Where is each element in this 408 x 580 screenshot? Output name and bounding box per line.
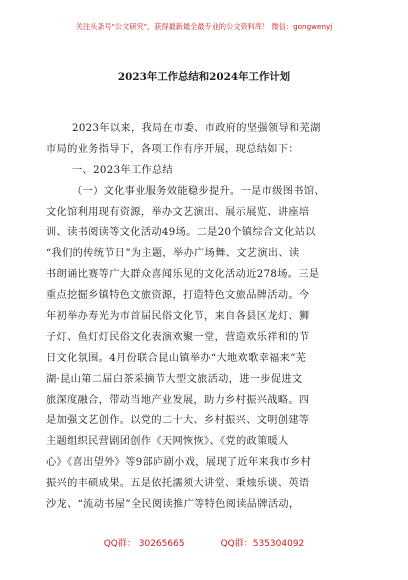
paragraph-line: 2023年以来，我局在市委、市政府的坚强领导和芜湖: [72, 123, 321, 134]
paragraph-line: 训、读书阅读等文化活动49场。二是20个镇综合文化站以: [46, 227, 316, 239]
footer-qq-group-1: QQ群： 30265665: [103, 539, 185, 549]
paragraph-line: 振兴的丰硕成果。五是依托濡须大讲堂、秉烛乐谈、英语: [46, 478, 310, 490]
paragraph-line: “我们的传统节日”为主题，举办广场舞、文艺演出、读: [46, 248, 300, 260]
paragraph-line: 心》《喜出望外》等9部庐剧小戏，展现了近年来我市乡村: [46, 457, 312, 469]
paragraph-line: （一）文化事业服务效能稳步提升。一是市级图书馆、: [72, 185, 325, 197]
footer-contacts: [0, 536, 408, 549]
paragraph-line: 市局的业务指导下，各项工作有序开展，现总结如下：: [46, 143, 299, 155]
paragraph-line: 沙龙、“流动书屋”全民阅读推广等特色阅读品牌活动，: [46, 499, 300, 511]
document-body: [46, 119, 364, 516]
paragraph-line: 子灯、鱼灯灯民俗文化表演欢聚一堂，营造欢乐祥和的节: [46, 331, 310, 343]
paragraph-line: 日文化氛围。4月份联合昆山镇举办“大地欢歌幸福来”芜: [46, 352, 307, 364]
paragraph-line: 书朗诵比赛等广大群众喜闻乐见的文化活动近278场。三是: [46, 269, 320, 281]
paragraph-line: 年初举办寿光为市首届民俗文化节，来自各县区龙灯、狮: [46, 311, 310, 323]
header-banner: 关注头条号"公文研究"，获得最新最全最专业的公文资料库！ 微信：gongwenyj: [75, 22, 333, 31]
paragraph-line: 主题组织民营剧团创作《天网恢恢》、《党的政策暖人: [46, 436, 289, 448]
paragraph-line: 旅深度融合，带动当地产业发展，助力乡村振兴战略。四: [46, 394, 310, 406]
paragraph-line: 重点挖掘乡镇特色文旅资源，打造特色文旅品牌活动。今: [46, 290, 310, 302]
paragraph-line: 文化馆利用现有资源，举办文艺演出、展示展览、讲座培: [46, 206, 310, 218]
footer-qq-group-2: QQ群：535304092: [220, 539, 305, 549]
paragraph-line: 是加强文艺创作。以党的二十大、乡村振兴、文明创建等: [46, 415, 310, 427]
section-heading: 一、2023年工作总结: [72, 164, 174, 176]
paragraph-line: 湖·昆山第二届白茶采摘节大型文旅活动，进一步促进文: [46, 373, 303, 385]
document-title: 2023年工作总结和2024年工作计划: [117, 71, 291, 83]
